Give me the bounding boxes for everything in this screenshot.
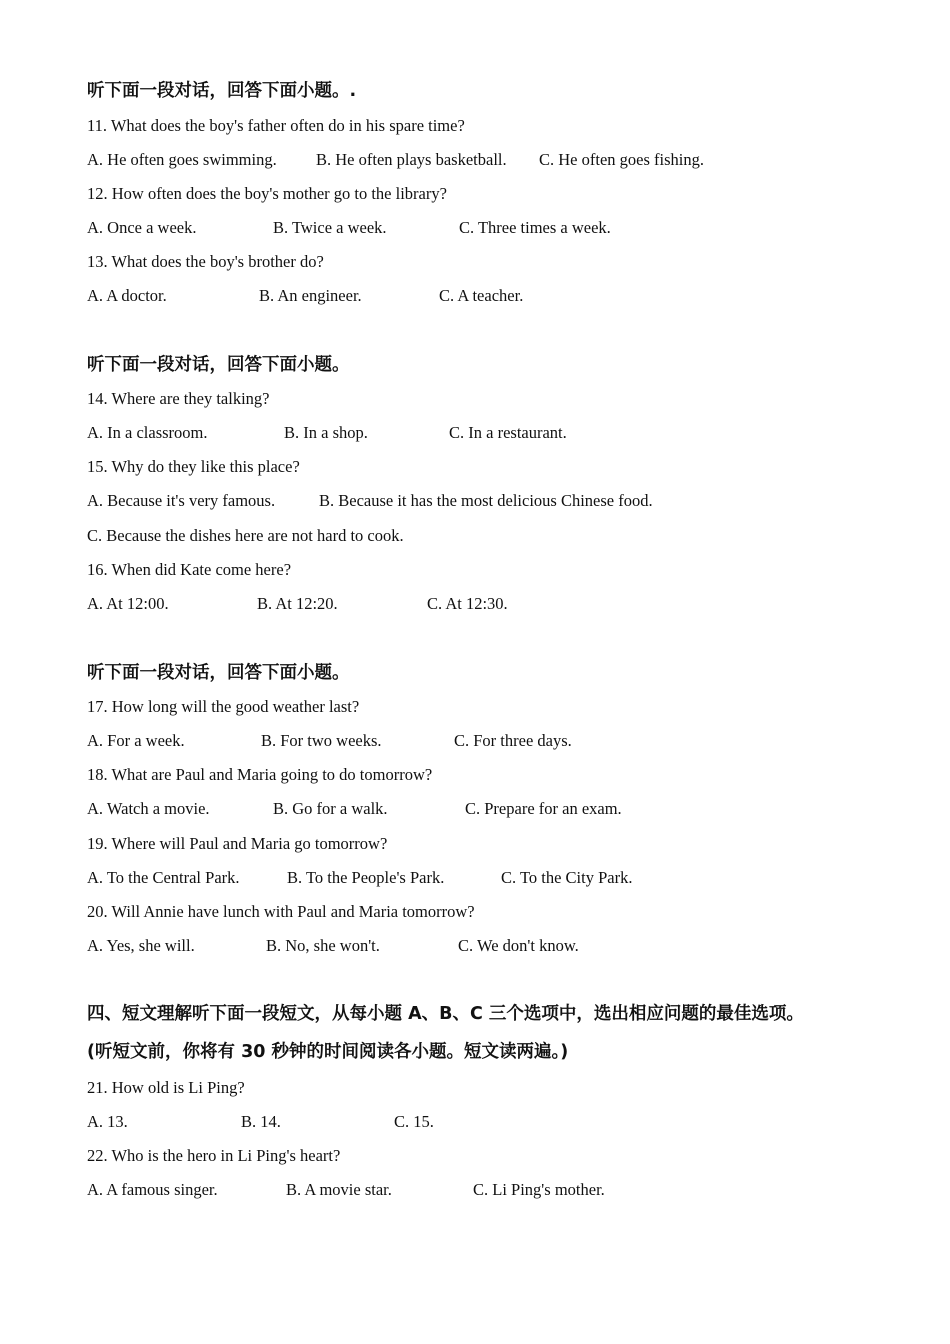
option-c: C. Li Ping's mother. <box>473 1180 605 1199</box>
question-12: 12. How often does the boy's mother go to the library? <box>87 184 447 203</box>
option-c: C. We don't know. <box>458 936 579 955</box>
option-b: B. He often plays basketball. <box>316 150 507 169</box>
option-b: B. 14. <box>241 1112 281 1131</box>
question-21: 21. How old is Li Ping? <box>87 1078 245 1097</box>
option-c: C. To the City Park. <box>501 868 633 887</box>
question-20: 20. Will Annie have lunch with Paul and Maria tomorrow? <box>87 902 475 921</box>
option-b: B. To the People's Park. <box>287 868 445 887</box>
section-heading: 四、短文理解听下面一段短文，从每小题 A、B、C 三个选项中，选出相应问题的最佳选项。 <box>87 1004 804 1024</box>
section-heading: 听下面一段对话，回答下面小题。 <box>87 663 350 683</box>
section-instructions: (听短文前，你将有 30 秒钟的时间阅读各小题。短文读两遍。) <box>87 1042 569 1062</box>
option-c: C. At 12:30. <box>427 594 508 613</box>
option-c: C. Three times a week. <box>459 218 611 237</box>
option-c: C. For three days. <box>454 731 572 750</box>
option-a: A. Once a week. <box>87 218 197 237</box>
option-c: C. Prepare for an exam. <box>465 799 622 818</box>
question-22: 22. Who is the hero in Li Ping's heart? <box>87 1146 341 1165</box>
question-11: 11. What does the boy's father often do in his spare time? <box>87 116 465 135</box>
question-19: 19. Where will Paul and Maria go tomorrow? <box>87 834 388 853</box>
question-13: 13. What does the boy's brother do? <box>87 252 324 271</box>
question-17: 17. How long will the good weather last? <box>87 697 360 716</box>
option-a: A. He often goes swimming. <box>87 150 277 169</box>
question-15: 15. Why do they like this place? <box>87 457 300 476</box>
section-heading: 听下面一段对话，回答下面小题。. <box>87 81 357 101</box>
option-a: A. At 12:00. <box>87 594 169 613</box>
option-b: B. At 12:20. <box>257 594 338 613</box>
option-a: A. To the Central Park. <box>87 868 240 887</box>
option-c: C. A teacher. <box>439 286 524 305</box>
option-c: C. 15. <box>394 1112 434 1131</box>
option-a: A. Watch a movie. <box>87 799 210 818</box>
option-a: A. 13. <box>87 1112 128 1131</box>
option-a: A. In a classroom. <box>87 423 208 442</box>
option-a: A. Yes, she will. <box>87 936 195 955</box>
option-b: B. Because it has the most delicious Chinese food. <box>319 491 653 510</box>
option-a: A. A famous singer. <box>87 1180 218 1199</box>
question-18: 18. What are Paul and Maria going to do tomorrow? <box>87 765 433 784</box>
option-b: B. An engineer. <box>259 286 362 305</box>
option-b: B. No, she won't. <box>266 936 380 955</box>
option-b: B. For two weeks. <box>261 731 382 750</box>
question-16: 16. When did Kate come here? <box>87 560 292 579</box>
option-b: B. A movie star. <box>286 1180 392 1199</box>
option-c: C. In a restaurant. <box>449 423 567 442</box>
section-heading: 听下面一段对话，回答下面小题。 <box>87 355 350 375</box>
option-b: B. Go for a walk. <box>273 799 388 818</box>
option-b: B. Twice a week. <box>273 218 387 237</box>
option-b: B. In a shop. <box>284 423 368 442</box>
question-14: 14. Where are they talking? <box>87 389 270 408</box>
option-c: C. Because the dishes here are not hard to cook. <box>87 526 404 545</box>
option-a: A. A doctor. <box>87 286 167 305</box>
option-a: A. Because it's very famous. <box>87 491 276 510</box>
option-c: C. He often goes fishing. <box>539 150 704 169</box>
option-a: A. For a week. <box>87 731 185 750</box>
